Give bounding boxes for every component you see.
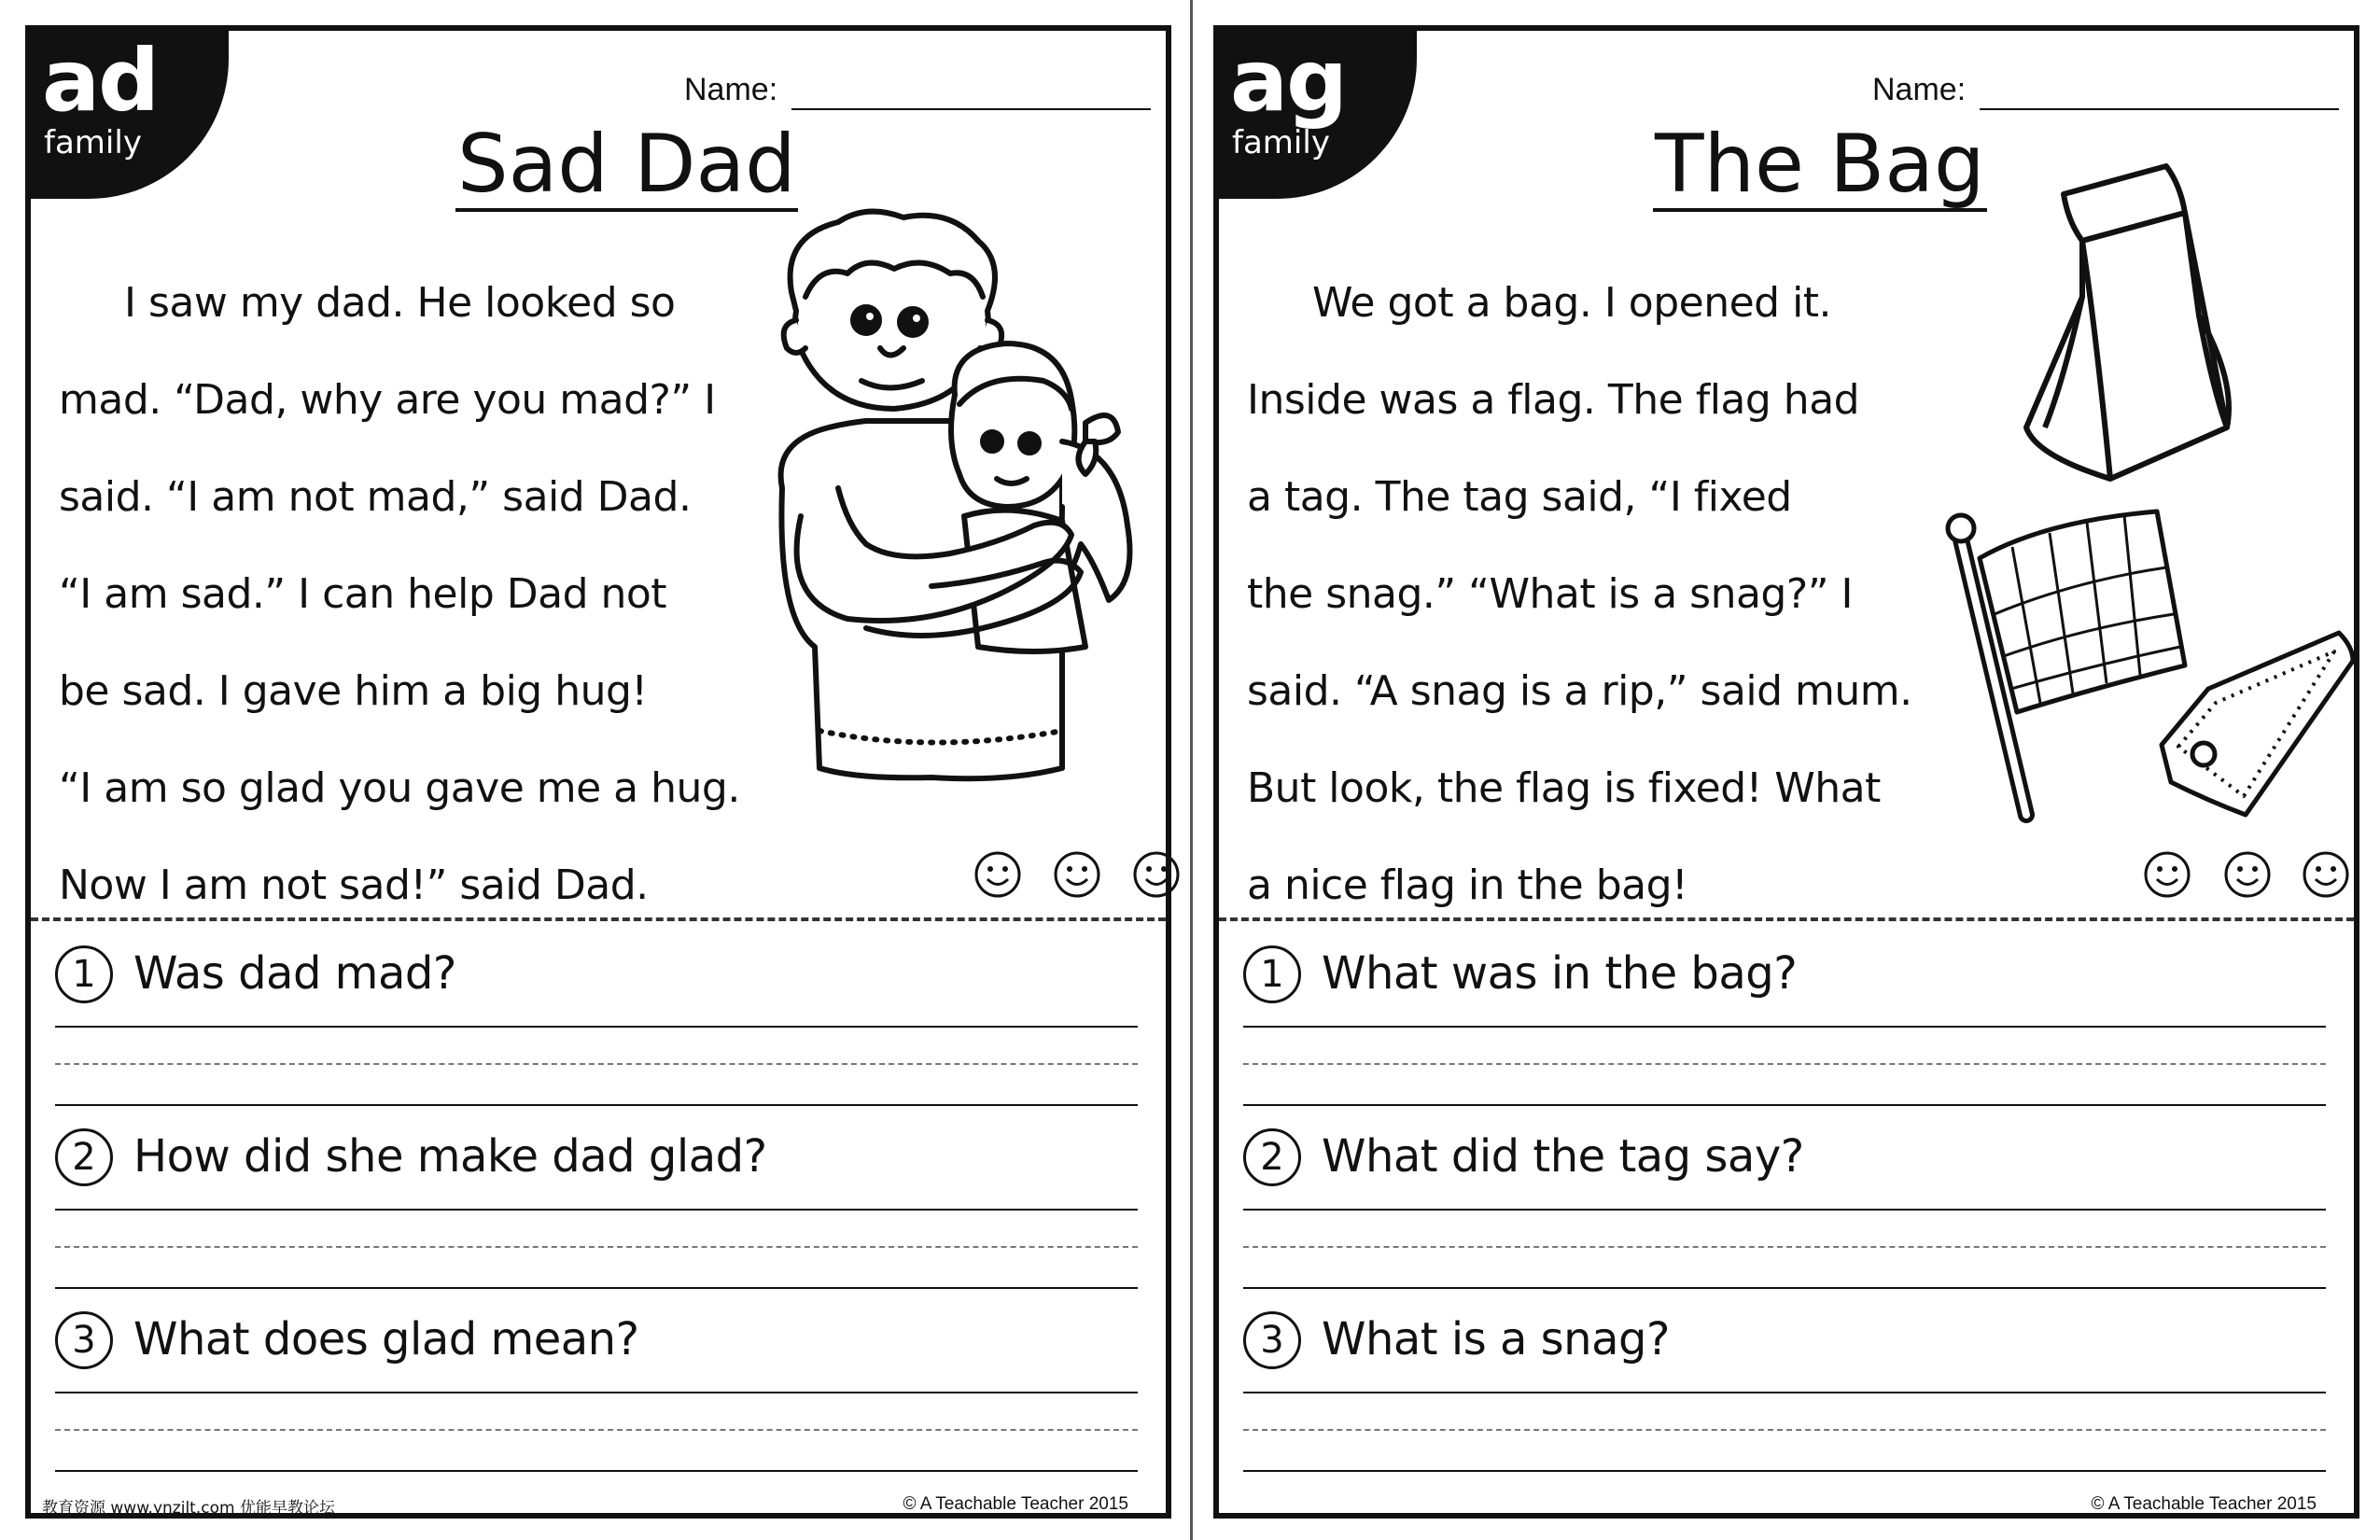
story-line: Inside was a flag. The flag had xyxy=(1247,376,1860,424)
story-line: I saw my dad. He looked so xyxy=(124,279,676,327)
self-rating-faces xyxy=(1219,850,2365,906)
question-number: 3 xyxy=(1243,1311,1301,1369)
name-label: Name: xyxy=(1872,72,1967,107)
question-text: Was dad mad? xyxy=(133,947,456,1000)
answer-line[interactable] xyxy=(55,1209,1138,1211)
story-text xyxy=(1247,255,1994,934)
story-line: “I am sad.” I can help Dad not xyxy=(59,570,667,618)
question-1 xyxy=(1243,945,2326,1128)
story-line: said. “I am not mad,” said Dad. xyxy=(59,473,692,521)
story-line: be sad. I gave him a big hug! xyxy=(59,667,648,715)
answer-line[interactable] xyxy=(55,1470,1138,1472)
copyright: © A Teachable Teacher 2015 xyxy=(903,1494,1128,1514)
name-field[interactable] xyxy=(665,66,1151,122)
question-number: 2 xyxy=(55,1128,113,1186)
story-line: mad. “Dad, why are you mad?” I xyxy=(59,376,716,424)
smiley-face-icon[interactable] xyxy=(973,850,1022,899)
story-title: Sad Dad xyxy=(457,118,796,211)
question-text: What was in the bag? xyxy=(1322,947,1798,1000)
question-2 xyxy=(55,1128,1138,1311)
smiley-face-icon[interactable] xyxy=(1132,850,1181,899)
story-line: said. “A snag is a rip,” said mum. xyxy=(1247,667,1912,715)
question-number: 2 xyxy=(1243,1128,1301,1186)
story-line: a tag. The tag said, “I fixed xyxy=(1247,473,1792,521)
question-text: What did the tag say? xyxy=(1322,1130,1804,1183)
story-line: “I am so glad you gave me a hug. xyxy=(59,764,740,812)
answer-guide-line xyxy=(1243,1246,2326,1248)
family-label: family xyxy=(1232,124,1330,161)
answer-line[interactable] xyxy=(55,1026,1138,1028)
question-1 xyxy=(55,945,1138,1128)
self-rating-faces xyxy=(31,850,1177,906)
question-text: What does glad mean? xyxy=(133,1313,639,1365)
question-3 xyxy=(1243,1311,2326,1494)
question-text: What is a snag? xyxy=(1322,1313,1670,1365)
copyright: © A Teachable Teacher 2015 xyxy=(2091,1494,2317,1514)
family-word: ag xyxy=(1230,31,1346,131)
story-line: We got a bag. I opened it. xyxy=(1312,279,1832,327)
answer-line[interactable] xyxy=(1243,1104,2326,1106)
story-line: But look, the flag is fixed! What xyxy=(1247,764,1881,812)
answer-guide-line xyxy=(55,1246,1138,1248)
question-2 xyxy=(1243,1128,2326,1311)
answer-guide-line xyxy=(1243,1429,2326,1431)
name-line xyxy=(1980,108,2339,110)
story-text xyxy=(59,255,805,934)
answer-line[interactable] xyxy=(1243,1392,2326,1393)
name-line xyxy=(791,108,1151,110)
question-text: How did she make dad glad? xyxy=(133,1130,767,1183)
family-tab xyxy=(25,25,229,199)
name-field[interactable] xyxy=(1854,66,2339,122)
answer-guide-line xyxy=(55,1429,1138,1431)
page-divider xyxy=(1190,0,1193,1540)
section-divider xyxy=(31,917,1166,921)
section-divider xyxy=(1219,917,2354,921)
smiley-face-icon[interactable] xyxy=(2302,850,2350,899)
smiley-face-icon[interactable] xyxy=(1053,850,1101,899)
name-label: Name: xyxy=(684,72,778,107)
answer-guide-line xyxy=(1243,1063,2326,1065)
story-line: the snag.” “What is a snag?” I xyxy=(1247,570,1853,618)
answer-line[interactable] xyxy=(1243,1287,2326,1289)
family-tab xyxy=(1213,25,1417,199)
worksheet-ad-family xyxy=(25,25,1171,1519)
question-number: 3 xyxy=(55,1311,113,1369)
smiley-face-icon[interactable] xyxy=(2223,850,2272,899)
family-label: family xyxy=(44,124,142,161)
question-3 xyxy=(55,1311,1138,1494)
answer-line[interactable] xyxy=(1243,1470,2326,1472)
question-number: 1 xyxy=(55,945,113,1003)
dad-hugging-girl-illustration-icon xyxy=(763,208,1183,805)
answer-line[interactable] xyxy=(55,1392,1138,1393)
story-line: a nice flag in the bag! xyxy=(1247,861,1688,909)
question-number: 1 xyxy=(1243,945,1301,1003)
answer-line[interactable] xyxy=(55,1287,1138,1289)
gift-tag-icon xyxy=(2152,614,2358,829)
source-footer: 教育资源 www.ynzjlt.com 优能早教论坛 xyxy=(42,1499,335,1518)
answer-guide-line xyxy=(55,1063,1138,1065)
paper-bag-icon xyxy=(2008,147,2250,493)
family-word: ad xyxy=(42,31,158,131)
smiley-face-icon[interactable] xyxy=(2143,850,2191,899)
story-line: Now I am not sad!” said Dad. xyxy=(59,861,649,909)
answer-line[interactable] xyxy=(1243,1209,2326,1211)
worksheet-ag-family xyxy=(1213,25,2359,1519)
answer-line[interactable] xyxy=(1243,1026,2326,1028)
answer-line[interactable] xyxy=(55,1104,1138,1106)
story-title: The Bag xyxy=(1655,118,1985,211)
